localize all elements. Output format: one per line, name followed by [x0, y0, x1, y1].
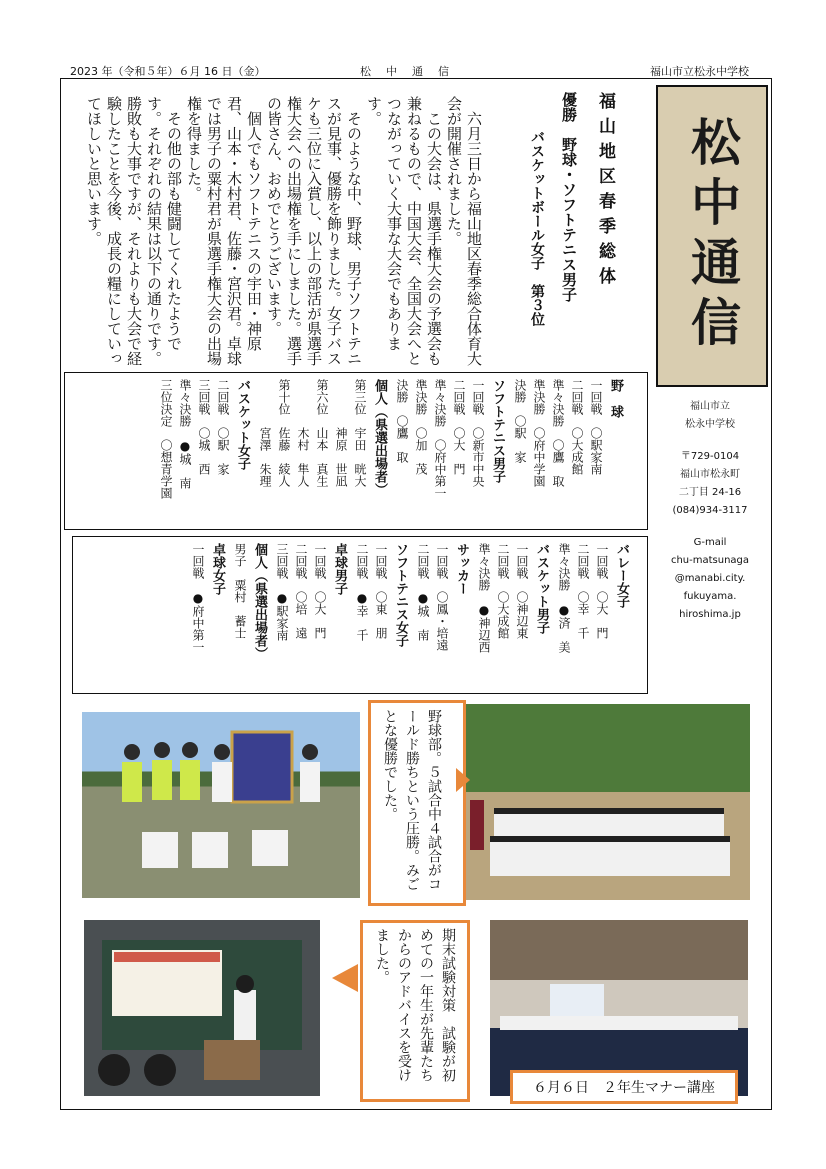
- result-row: 第三位 宇田 晄大: [353, 379, 367, 487]
- gmail-label: G-mail: [693, 537, 727, 548]
- result-row: 二回戦 ●城 南: [416, 543, 430, 641]
- school-line2: 松永中学校: [685, 419, 735, 430]
- address-line1: 福山市松永町: [680, 469, 740, 480]
- result-row: 準決勝 〇加 茂: [414, 379, 428, 475]
- result-row: 決勝 〇鷹 取: [395, 379, 409, 463]
- article-sub1: 優勝 野球・ソフトテニス男子: [560, 92, 578, 302]
- photo-softtennis-team: [82, 712, 360, 898]
- article-heading: 福山地区春季総体: [595, 92, 615, 292]
- exam-caption: 期末試験対策 試験が初めての一年生が先輩たちからのアドバイスを受けました。: [374, 928, 456, 1082]
- results-box-2: [72, 536, 648, 694]
- result-row: 二回戦 〇培 遠: [294, 543, 308, 639]
- results-box-1: [64, 372, 648, 530]
- manner-caption: ６月６日 ２年生マナー講座: [533, 1080, 715, 1096]
- page-title: 松中通信: [683, 116, 742, 356]
- result-row: 三回戦 ●駅家南: [275, 543, 289, 641]
- result-row: 二回戦 〇大成館: [570, 379, 584, 475]
- result-group-heading: 個人（県選出場者）: [252, 543, 267, 660]
- postal-code: 〒729-0104: [680, 451, 740, 462]
- result-row: 準々決勝 〇府中第一: [433, 379, 447, 499]
- title-box: [656, 85, 768, 387]
- photo-baseball-team: [464, 704, 750, 900]
- email-line3: fukuyama.: [683, 591, 737, 602]
- result-row: 準々決勝 〇鷹 取: [551, 379, 565, 487]
- result-row: 三回戦 〇城 西: [197, 379, 211, 475]
- result-row: 一回戦 〇駅家南: [589, 379, 603, 475]
- email-line4: hiroshima.jp: [679, 609, 741, 620]
- result-row: 神原 世凪: [334, 379, 348, 487]
- callout-pointer: [456, 768, 470, 792]
- result-row: 第十位 佐藤 綾人: [277, 379, 291, 487]
- manner-caption-box: [510, 1070, 738, 1104]
- school-line1: 福山市立: [690, 401, 730, 412]
- result-group-heading: バスケット男子: [534, 543, 549, 634]
- result-row: 決勝 〇駅 家: [513, 379, 527, 463]
- result-row: 二回戦 〇大成館: [496, 543, 510, 639]
- result-row: 三位決定 〇想青学園: [159, 379, 173, 499]
- phone: (084)934-3117: [672, 505, 748, 516]
- article-sub2: バスケットボール女子 第３位: [529, 130, 545, 326]
- newsletter-name: 松 中 通 信: [360, 65, 451, 78]
- result-group-heading: サッカー: [454, 543, 469, 595]
- result-row: 準々決勝 ●城 南: [178, 379, 192, 489]
- result-row: 一回戦 〇神辺東: [515, 543, 529, 639]
- result-row: 一回戦 〇新市中央: [471, 379, 485, 487]
- contact-info: [656, 392, 764, 682]
- email-line2: @manabi.city.: [674, 573, 746, 584]
- exam-callout: [360, 920, 470, 1102]
- photo-exam-advice: [84, 920, 320, 1096]
- callout-pointer: [332, 964, 358, 992]
- result-group-heading: バスケット女子: [235, 379, 250, 470]
- result-row: 木村 隼人: [296, 379, 310, 487]
- result-row: 男子 粟村 蓄士: [233, 543, 247, 639]
- result-row: 二回戦 〇駅 家: [216, 379, 230, 475]
- result-group-heading: 卓球男子: [332, 543, 347, 595]
- address-line2: 二丁目 24-16: [678, 487, 742, 498]
- result-row: 一回戦 〇大 門: [313, 543, 327, 639]
- result-group-heading: バレー女子: [614, 543, 629, 608]
- result-row: 二回戦 〇大 門: [452, 379, 466, 475]
- result-group-heading: 個人（県選出場者）: [372, 379, 387, 496]
- email-line1: chu-matsunaga: [670, 555, 750, 566]
- result-row: 一回戦 〇鳳・培遠: [435, 543, 449, 651]
- result-row: 一回戦 ●府中第一: [191, 543, 205, 653]
- result-group-heading: ソフトテニス女子: [393, 543, 408, 647]
- result-row: 準決勝 〇府中学園: [532, 379, 546, 487]
- issue-date: 2023 年（令和５年）６月 16 日（金）: [70, 65, 266, 78]
- baseball-caption: 野球部。５試合中４試合がコールド勝ちという圧勝。みごとな優勝でした。: [382, 709, 442, 891]
- result-group-heading: 野 球: [608, 379, 623, 418]
- result-row: 準々決勝 ●済 美: [557, 543, 571, 653]
- result-group-heading: 卓球女子: [210, 543, 225, 595]
- result-row: 宮澤 朱理: [258, 379, 272, 487]
- result-row: 二回戦 〇幸 千: [576, 543, 590, 639]
- baseball-callout: [368, 700, 466, 906]
- result-row: 準々決勝 ●神辺西: [477, 543, 491, 653]
- school-name: 福山市立松永中学校: [650, 65, 749, 78]
- result-row: 第六位 山本 真生: [315, 379, 329, 487]
- result-row: 一回戦 〇大 門: [595, 543, 609, 639]
- result-row: 二回戦 ●幸 千: [355, 543, 369, 641]
- article-body: 六月三日から福山地区春季総合体育大会が開催されました。 この大会は、県選手権大会の予選会も兼ねるもので、中国大会、全国大会へとつながっていく大事な大会でもあります。 そのような中、野球、男子ソフトテニスが見事、優勝を飾りました。女子バスケも三位に入賞し、以上の部活が県選手権大会への出場権を手にしました。選手の皆さん、おめでとうございます。 個人でもソフトテニスの宇田・神原君、山本・木村君、佐藤・宮沢君。卓球では男子の粟村君が県選手権大会の出場権を得ました。 その他の部も健闘してくれたようです。それぞれの結果は以下の通りです。勝敗も大事ですが、それよりも大会で経験したことを今後、成長の糧にしていってほしいと思います。: [85, 96, 483, 366]
- result-row: 一回戦 〇東 朋: [374, 543, 388, 639]
- result-group-heading: ソフトテニス男子: [490, 379, 505, 483]
